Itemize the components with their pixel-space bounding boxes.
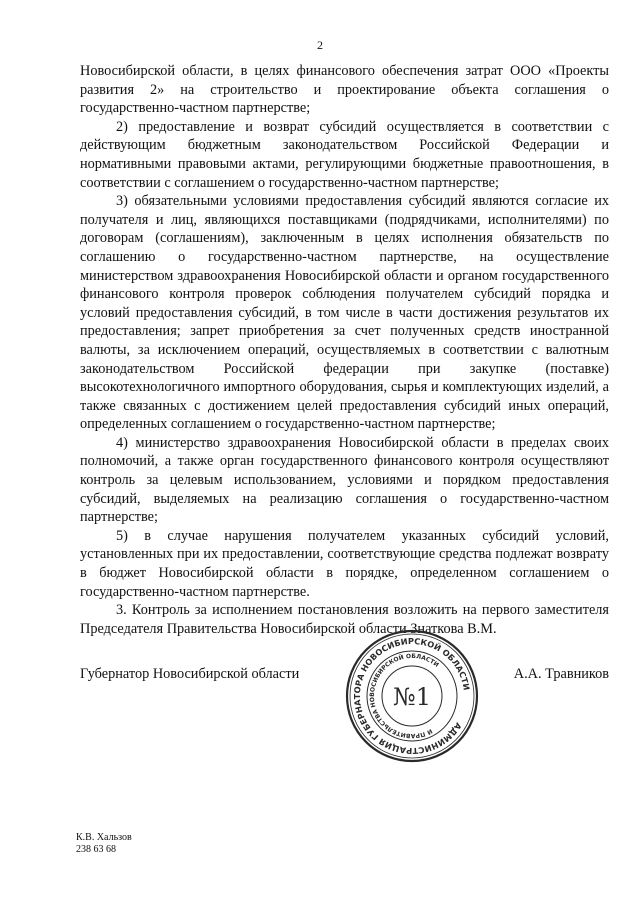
paragraph-item-5: 5) в случае нарушения получателем указанных субсидий условий, установленных при их предоставлении, соответствующие средства подлежат возврату в бюджет Новосибирской области в порядке, определенном соглашением о государственно-частном партнерстве. <box>80 527 609 600</box>
paragraph-item-4: 4) министерство здравоохранения Новосибирской области в пределах своих полномочий, а также орган государственного финансового контроля осуществляют контроль за целевым использованием, условиями и порядком предоставления субсидий, выделяемых на реализацию соглашения о государственно-частном партнерстве; <box>80 434 609 526</box>
signatory-title: Губернатор Новосибирской области <box>80 666 300 682</box>
official-seal <box>344 628 480 764</box>
paragraph-item-2: 2) предоставление и возврат субсидий осуществляется в соответствии с действующим бюджетным законодательством Российской Федерации и нормативными правовыми актами, регулирующими бюджетные правоотношения, в соответствии с соглашением о государственно-частном партнерстве; <box>80 118 609 191</box>
paragraph-item-3: 3) обязательными условиями предоставления субсидий являются согласие их получателя и лиц, являющихся поставщиками (подрядчиками, исполнителями) по договорам (соглашениям), заключенным в целях исполнения обязательств по соглашению о государственно-частном партнерстве, на осуществление министерством здравоохранения Новосибирской области и органом государственного финансового контроля проверок соблюдения получателем субсидий порядка и условий предоставления субсидий, в том числе в части достижения результатов их предоставления; запрет приобретения за счет полученных средств иностранной валюты, за исключением операций, осуществляемых в соответствии с валютным законодательством Российской федерации при закупке (поставке) высокотехнологичного импортного оборудования, сырья и комплектующих изделий, а также связанных с достижением целей предоставления субсидий иных операций, определенных соглашением о государственно-частном партнерстве; <box>80 193 609 433</box>
executor-info <box>76 832 132 856</box>
paragraph-continuation: Новосибирской области, в целях финансового обеспечения затрат ООО «Проекты развития 2» на строительство и проектирование объекта соглашения о государственно-частном партнерстве; <box>80 63 609 117</box>
seal-inner-text: И ПРАВИТЕЛЬСТВА НОВОСИБИРСКОЙ ОБЛАСТИ <box>368 652 440 740</box>
executor-name: К.В. Хальзов <box>76 832 132 843</box>
seal-number: №1 <box>393 683 431 711</box>
paragraph-control-clause: 3. Контроль за исполнением постановления возложить на первого заместителя Председателя Правительства Новосибирской области Знаткова В.М. <box>80 602 609 637</box>
signatory-name: А.А. Травников <box>513 666 609 682</box>
executor-phone: 238 63 68 <box>76 844 116 855</box>
document-body <box>80 62 609 638</box>
page-number: 2 <box>317 38 323 52</box>
seal-outer-text: АДМИНИСТРАЦИЯ ГУБЕРНАТОРА НОВОСИБИРСКОЙ ОБЛАСТИ <box>351 635 472 757</box>
